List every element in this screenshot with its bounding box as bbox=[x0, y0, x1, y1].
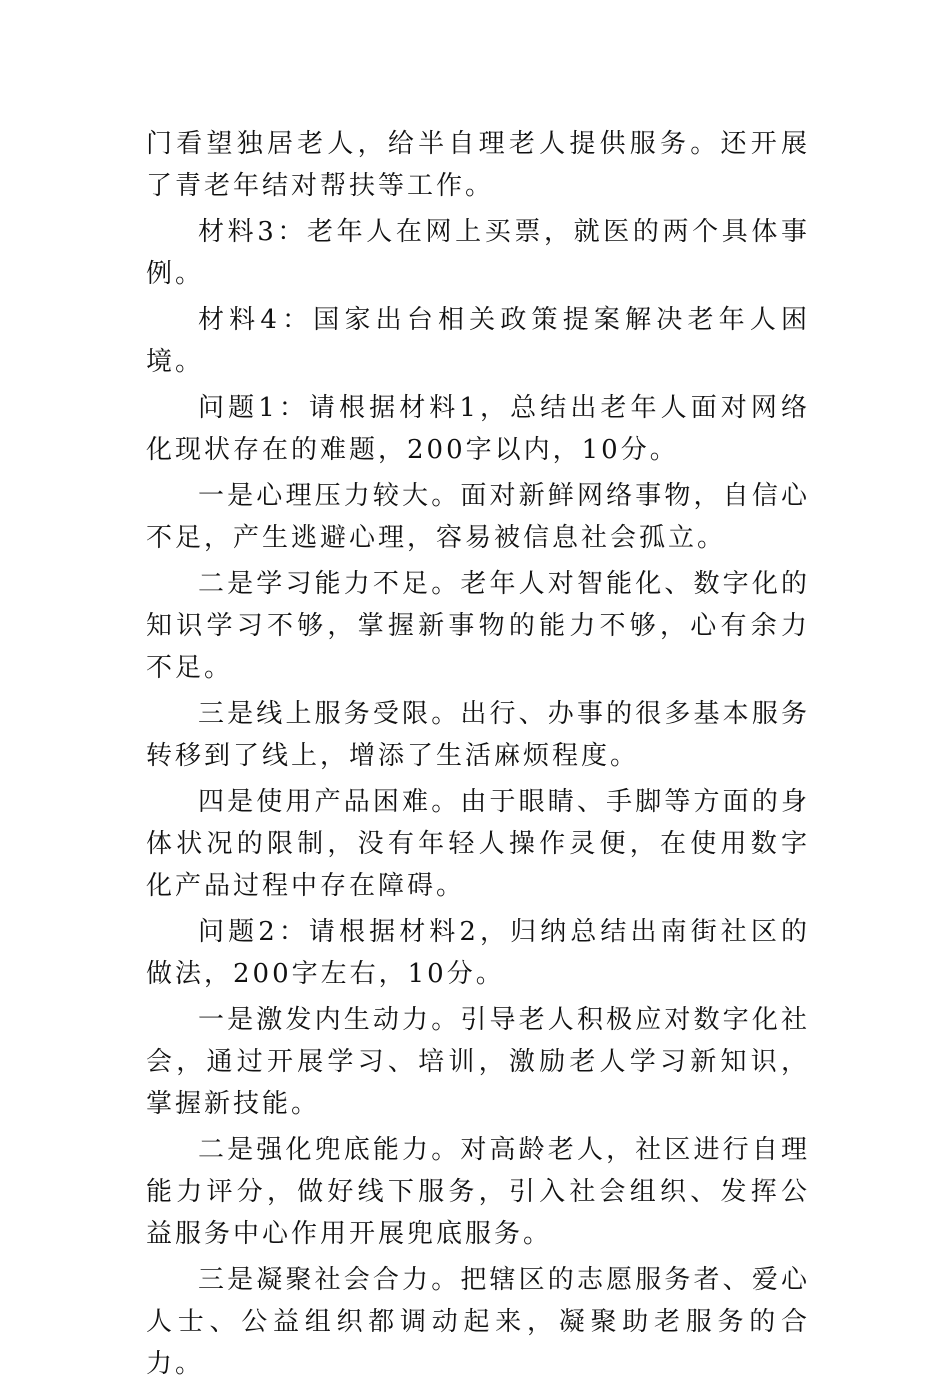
paragraph-answer-2-point-2: 二是强化兜底能力。对高龄老人，社区进行自理能力评分，做好线下服务，引入社会组织、发挥公益服务中心作用开展兜底服务。 bbox=[146, 1135, 810, 1249]
paragraph-answer-2-point-1: 一是激发内生动力。引导老人积极应对数字化社会，通过开展学习、培训，激励老人学习新知识，掌握新技能。 bbox=[146, 1005, 810, 1119]
paragraph-answer-1-point-2: 二是学习能力不足。老年人对智能化、数字化的知识学习不够，掌握新事物的能力不够，心有余力不足。 bbox=[146, 569, 810, 683]
paragraph-continuation: 门看望独居老人，给半自理老人提供服务。还开展了青老年结对帮扶等工作。 bbox=[146, 129, 810, 201]
paragraph-material-3: 材料3：老年人在网上买票，就医的两个具体事例。 bbox=[146, 217, 810, 289]
paragraph-question-1: 问题1：请根据材料1，总结出老年人面对网络化现状存在的难题，200字以内，10分。 bbox=[146, 393, 810, 465]
paragraph-answer-2-point-3: 三是凝聚社会合力。把辖区的志愿服务者、爱心人士、公益组织都调动起来，凝聚助老服务的合力。 bbox=[146, 1265, 810, 1379]
paragraph-answer-1-point-3: 三是线上服务受限。出行、办事的很多基本服务转移到了线上，增添了生活麻烦程度。 bbox=[146, 699, 810, 771]
paragraph-material-4: 材料4：国家出台相关政策提案解决老年人困境。 bbox=[146, 305, 810, 377]
paragraph-answer-1-point-4: 四是使用产品困难。由于眼睛、手脚等方面的身体状况的限制，没有年轻人操作灵便，在使用数字化产品过程中存在障碍。 bbox=[146, 787, 810, 901]
paragraph-answer-1-point-1: 一是心理压力较大。面对新鲜网络事物，自信心不足，产生逃避心理，容易被信息社会孤立。 bbox=[146, 481, 810, 553]
document-body bbox=[146, 123, 810, 1389]
paragraph-question-2: 问题2：请根据材料2，归纳总结出南街社区的做法，200字左右，10分。 bbox=[146, 917, 810, 989]
